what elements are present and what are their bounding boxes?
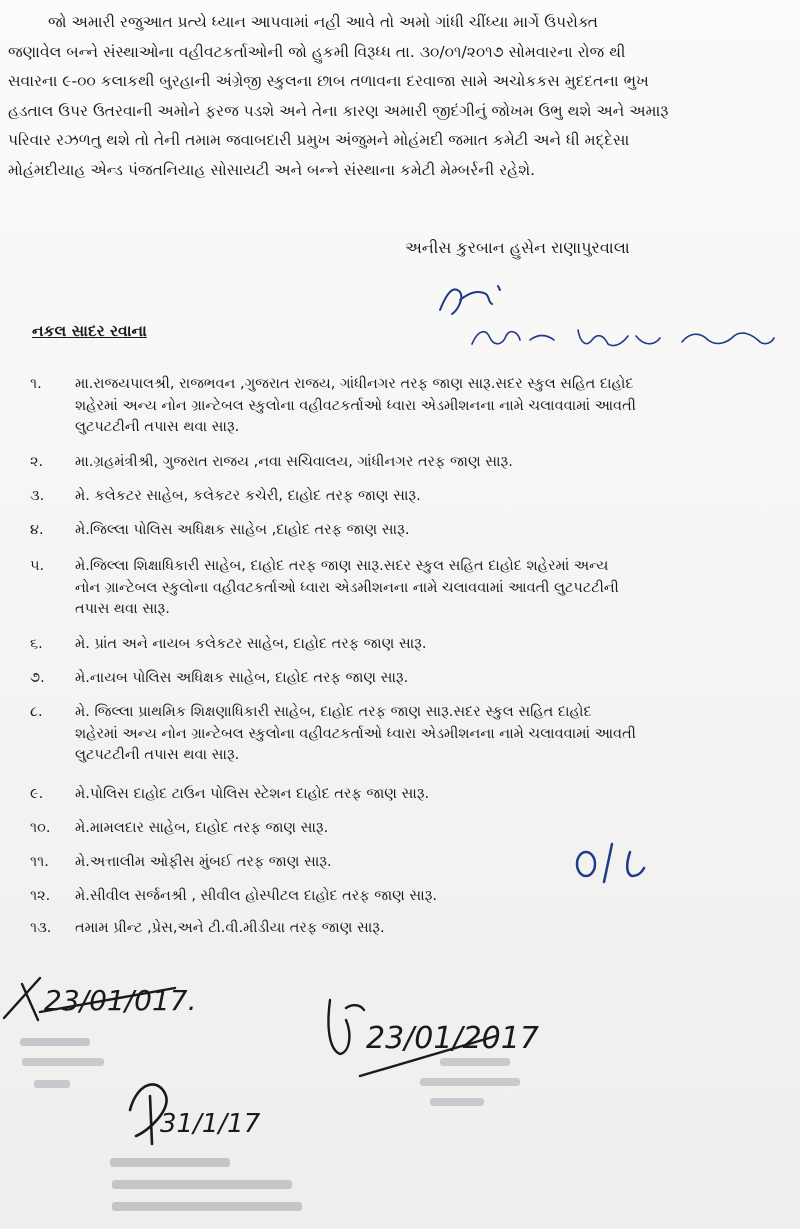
item-number: ૪. [30, 522, 44, 538]
item-number: ૧૧. [30, 854, 49, 870]
item-number: ૧. [30, 376, 42, 392]
item-line: મે.જિલ્લા શિક્ષાધિકારી સાહેબ, દાહોદ તરફ જાણ સારૂ.સદર સ્કુલ સહિત દાહોદ શહેરમાં અન્ય [75, 558, 609, 574]
handwritten-signature [468, 318, 778, 358]
item-number: ૮. [30, 704, 43, 720]
item-line: મા.ગ્રહમંત્રીશ્રી, ગુજરાત રાજય ,નવા સચિવાલય, ગાંધીનગર તરફ જાણ સારૂ. [75, 454, 513, 470]
item-line: મે.મામલદાર સાહેબ, દાહોદ તરફ જાણ સારૂ. [75, 820, 329, 836]
item-line: શહેરમાં અન્ય નોન ગ્રાન્ટેબલ સ્કુલોના વહીવટકર્તાઓ ધ્વારા એડમીશનના નામે ચલાવવામાં આવતી [75, 725, 636, 742]
intro-paragraph [8, 8, 794, 185]
intro-line: મોહંમદીયાહ એન્ડ પંજતનિયાહ સોસાયટી અને બન્ને સંસ્થાના કમેટી મેમ્બર્રની રહેશે. [8, 160, 536, 179]
item-text [75, 852, 785, 874]
item-text [75, 886, 785, 908]
item-line: મે. કલેકટર સાહેબ, કલેકટર કચેરી, દાહોદ તરફ જાણ સારૂ. [75, 488, 421, 504]
item-line: મે.પોલિસ દાહોદ ટાઉન પોલિસ સ્ટેશન દાહોદ તરફ જાણ સારૂ. [75, 786, 430, 802]
item-text [75, 918, 785, 940]
item-text [75, 702, 785, 767]
item-number: ૧૦. [30, 820, 51, 836]
item-number: ૭. [30, 670, 45, 686]
item-text [75, 818, 785, 840]
item-text [75, 486, 785, 508]
item-number: ૧૨. [30, 888, 51, 904]
intro-line: જો અમારી રજુઆત પ્રત્યે ધ્યાન આપવામાં નહી આવે તો અમો ગાંધી ચીંધ્યા માર્ગે ઉપરોક્ત [48, 13, 598, 31]
signature-mark [572, 838, 652, 886]
intro-line: સવારના ૯-૦૦ કલાકથી બુરહાની અંગ્રેજી સ્કુલના છાબ તળાવના દરવાજા સામે અચોકકસ મુદદતના ભુખ [8, 72, 649, 90]
item-line: મે. જિલ્લા પ્રાથમિક શિક્ષણાધિકારી સાહેબ, દાહોદ તરફ જાણ સારૂ.સદર સ્કુલ સહિત દાહોદ [75, 704, 592, 720]
item-number: ૧૩. [30, 920, 52, 936]
item-text [75, 374, 785, 439]
item-text [75, 556, 785, 621]
intro-line: પરિવાર રઝળતુ થશે તો તેની તમામ જવાબદારી પ્રમુખ અંજુમને મોહંમદી જમાત કમેટી અને ધી મદ્દેસા [8, 131, 630, 149]
item-line: લુટપટટીની તપાસ થવા સારૂ. [75, 419, 240, 435]
item-text [75, 520, 785, 542]
item-line: તપાસ થવા સારૂ. [75, 601, 170, 617]
intro-line: હડતાલ ઉપર ઉતરવાની અમોને ફરજ પડશે અને તેના કારણ અમારી જીદંગીનું જોખમ ઉભુ થશે અને અમારૂ [8, 101, 669, 120]
item-line: મે.અત્તાલીમ ઓફીસ મુંબઈ તરફ જાણ સારૂ. [75, 854, 332, 870]
office-stamp [0, 960, 800, 1229]
item-text [75, 668, 785, 690]
svg-text:23/01/2017: 23/01/2017 [366, 1021, 539, 1056]
item-line: શહેરમાં અન્ય નોન ગ્રાન્ટેબલ સ્કુલોના વહીવટકર્તાઓ ધ્વારા એડમીશનના નામે ચલાવવામાં આવતી [75, 397, 636, 414]
item-line: મે.જિલ્લા પોલિસ અધિક્ષક સાહેબ ,દાહોદ તરફ જાણ સારૂ. [75, 522, 410, 538]
item-line: નોન ગ્રાન્ટેબલ સ્કુલોના વહીવટકર્તાઓ ધ્વારા એડમીશનના નામે ચલાવવામાં આવતી લુટપટટીની [75, 579, 619, 596]
item-number: ૬. [30, 636, 43, 652]
item-line: મે.સીવીલ સર્જનશ્રી , સીવીલ હોસ્પીટલ દાહોદ તરફ જાણ સારૂ. [75, 888, 438, 904]
item-text [75, 452, 785, 474]
signature-mark [430, 280, 520, 320]
item-line: મે. પ્રાંત અને નાયબ કલેકટર સાહેબ, દાહોદ તરફ જાણ સારૂ. [75, 636, 427, 652]
item-number: ૫. [30, 558, 45, 574]
item-number: ૯. [30, 786, 44, 802]
svg-text:31/1/17: 31/1/17 [160, 1109, 261, 1139]
item-text [75, 784, 785, 806]
item-line: તમામ પ્રીન્ટ ,પ્રેસ,અને ટી.વી.મીડીયા તરફ જાણ સારૂ. [75, 920, 385, 936]
svg-text:23/01/017.: 23/01/017. [44, 984, 197, 1017]
item-number: ૨. [30, 454, 44, 470]
item-line: લુટપટટીની તપાસ થવા સારૂ. [75, 747, 240, 763]
item-number: ૩. [30, 488, 45, 504]
item-line: મા.રાજયપાલશ્રી, રાજભવન ,ગુજરાત રાજય, ગાંધીનગર તરફ જાણ સારૂ.સદર સ્કુલ સહિત દાહોદ [75, 376, 634, 392]
item-text [75, 634, 785, 656]
item-line: મે.નાયબ પોલિસ અધિક્ષક સાહેબ, દાહોદ તરફ જાણ સારૂ. [75, 670, 409, 686]
signer-name: અનીસ કુરબાન હુસેન રાણાપુરવાલા [405, 238, 630, 257]
copy-heading: નકલ સાદર રવાના [32, 322, 147, 340]
intro-line: જણાવેલ બન્ને સંસ્થાઓના વહીવટકર્તાઓની જો હુકમી વિરૂધ્ધ તા. ૩૦/૦૧/૨૦૧૭ સોમવારના રોજ થી [8, 42, 626, 61]
